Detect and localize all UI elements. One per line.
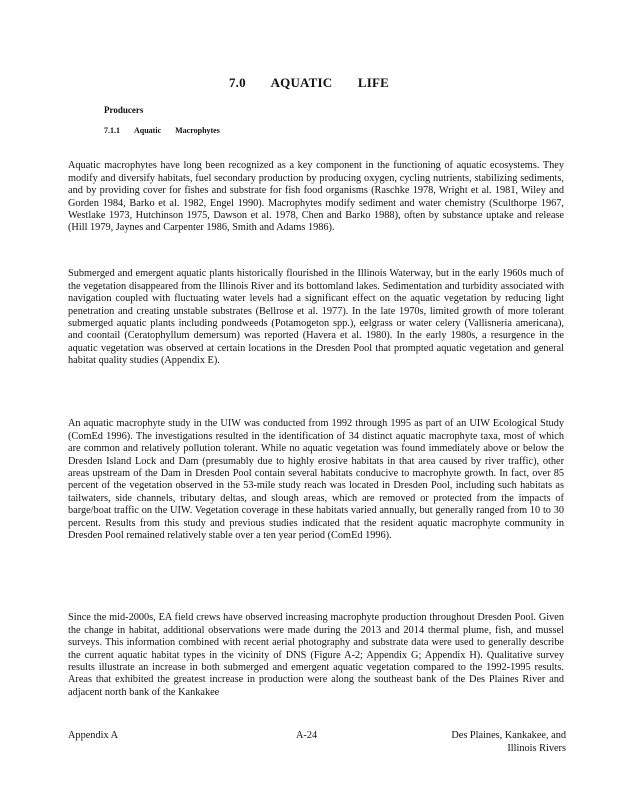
paragraph-2: Submerged and emergent aquatic plants historically flourished in the Illinois Waterway, but in the early 1960s much of the vegetation disappeared from the Illinois River and its bottomland lakes. Sedimentation and turbidity associated with navigation coupled with fluctuating water levels had a significant effect on the aquatic vegetation by reducing light penetration and creating unstable substrates (Bellrose et al. 1977). In the late 1970s, limited growth of more tolerant submerged aquatic plants including pondweeds (Potamogeton spp.), eelgrass or water celery (Vallisneria americana), and coontail (Ceratophyllum demersum) was reported (Havera et al. 1980). In the early 1980s, a resurgence in the aquatic vegetation was observed at certain locations in the Dresden Pool that prompted aquatic vegetation and general habitat quality studies (Appendix E).: [68, 268, 564, 367]
footer-left: Appendix A: [68, 730, 119, 741]
section-heading: Producers: [104, 105, 144, 115]
subsection-heading: [104, 126, 220, 135]
paragraph-1: Aquatic macrophytes have long been recognized as a key component in the functioning of aquatic ecosystems. They modify and diversify habitats, fuel secondary production by producing oxygen, cycling nutrients, stabilizing sediments, and by providing cover for fishes and substrate for fish food organisms (Raschke 1978, Wright et al. 1981, Wiley and Gorden 1984, Barko et al. 1982, Engel 1990). Macrophytes modify sediment and water chemistry (Sculthorpe 1967, Westlake 1973, Hutchinson 1975, Dawson et al. 1978, Chen and Barko 1988), often by substance uptake and release (Hill 1979, Jaynes and Carpenter 1986, Smith and Adams 1986).: [68, 160, 564, 234]
subsection-number: 7.1.1: [104, 126, 120, 135]
footer-right: Des Plaines, Kankakee, and Illinois Rivers: [451, 730, 566, 754]
footer-page-number: A-24: [296, 730, 318, 741]
subsection-title: Aquatic Macrophytes: [134, 126, 220, 135]
paragraph-4: Since the mid-2000s, EA field crews have observed increasing macrophyte production throughout Dresden Pool. Given the change in habitat, additional observations were made during the 2013 and 2014 thermal plume, fish, and mussel surveys. This information combined with recent aerial photography and substrate data were used to generally describe the current aquatic habitat types in the vicinity of DNS (Figure A-2; Appendix G; Appendix H). Qualitative survey results illustrate an increase in both submerged and emergent aquatic vegetation compared to the 1992-1995 results. Areas that exhibited the greatest increase in production were along the southeast bank of the Des Plaines River and adjacent north bank of the Kankakee: [68, 612, 564, 698]
page-title: 7.0 AQUATIC LIFE: [228, 75, 389, 90]
paragraph-3: An aquatic macrophyte study in the UIW was conducted from 1992 through 1995 as part of an UIW Ecological Study (ComEd 1996). The investigations resulted in the identification of 34 distinct aquatic macrophyte taxa, most of which are common and relatively pollution tolerant. While no aquatic vegetation was found immediately above or below the Dresden Island Lock and Dam (presumably due to highly erosive habitats in that area caused by river traffic), other areas upstream of the Dam in Dresden Pool contain several habitats conducive to macrophyte growth. In fact, over 85 percent of the vegetation observed in the 53-mile study reach was located in Dresden Pool, including such habitats as tailwaters, side channels, tributary deltas, and slough areas, which are removed or protected from the impacts of barge/boat traffic on the UIW. Vegetation coverage in these habitats varied annually, but generally ranged from 10 to 30 percent. Results from this study and previous studies indicated that the resident aquatic macrophyte community in Dresden Pool remained relatively stable over a ten year period (ComEd 1996).: [68, 418, 564, 541]
